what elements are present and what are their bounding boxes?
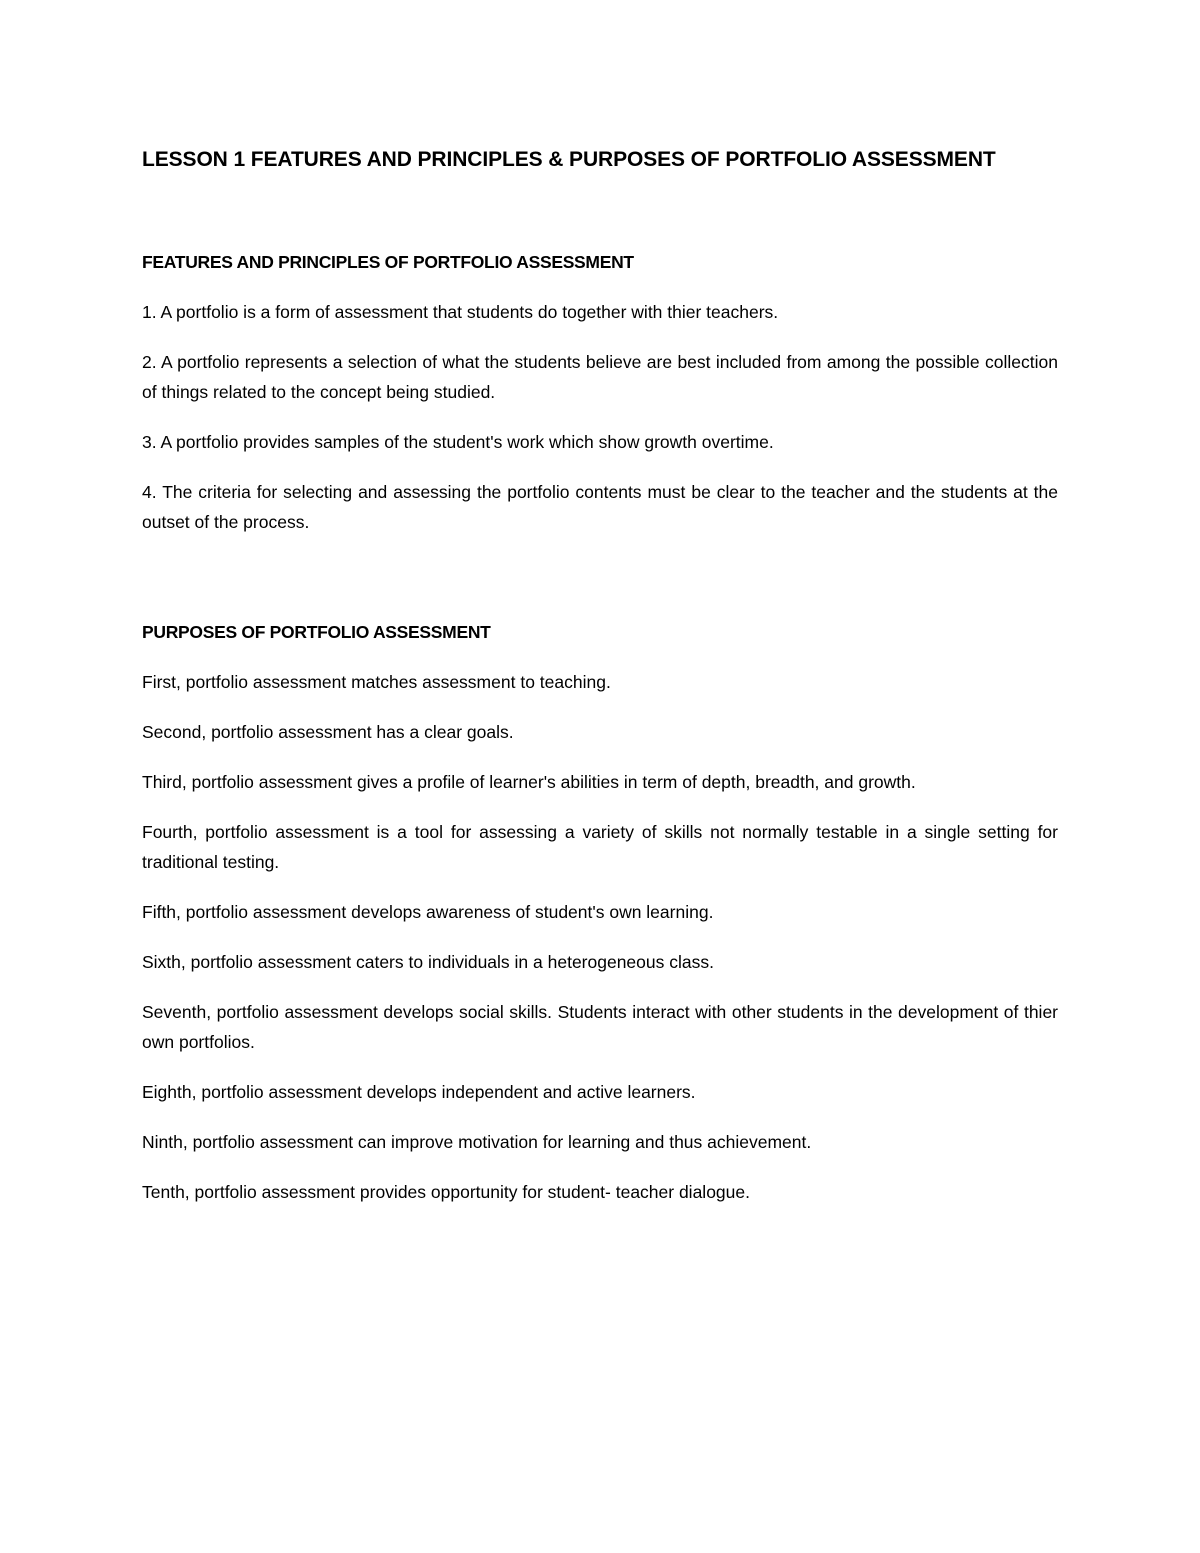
purposes-item-4: Fourth, portfolio assessment is a tool for assessing a variety of skills not normally testable in a single setting for traditional testing. [142, 822, 1058, 872]
document-title: LESSON 1 FEATURES AND PRINCIPLES & PURPOSES OF PORTFOLIO ASSESSMENT [142, 148, 996, 171]
purposes-section-heading: PURPOSES OF PORTFOLIO ASSESSMENT [142, 622, 491, 642]
purposes-item-7: Seventh, portfolio assessment develops social skills. Students interact with other students in the development of thier own portfolios. [142, 1002, 1058, 1052]
purposes-item-8: Eighth, portfolio assessment develops independent and active learners. [142, 1082, 696, 1102]
features-section-heading: FEATURES AND PRINCIPLES OF PORTFOLIO ASSESSMENT [142, 252, 634, 272]
features-item-1: 1. A portfolio is a form of assessment that students do together with thier teachers. [142, 302, 779, 322]
features-item-3: 3. A portfolio provides samples of the student's work which show growth overtime. [142, 432, 774, 452]
features-item-4: 4. The criteria for selecting and assessing the portfolio contents must be clear to the teacher and the students at the outset of the process. [142, 482, 1058, 532]
document-page [142, 143, 1058, 1207]
purposes-item-9: Ninth, portfolio assessment can improve motivation for learning and thus achievement. [142, 1132, 812, 1152]
purposes-item-2: Second, portfolio assessment has a clear goals. [142, 722, 514, 742]
purposes-item-10: Tenth, portfolio assessment provides opportunity for student- teacher dialogue. [142, 1182, 750, 1202]
purposes-item-6: Sixth, portfolio assessment caters to individuals in a heterogeneous class. [142, 952, 714, 972]
purposes-item-3: Third, portfolio assessment gives a profile of learner's abilities in term of depth, breadth, and growth. [142, 772, 916, 792]
features-item-2: 2. A portfolio represents a selection of what the students believe are best included from among the possible collection of things related to the concept being studied. [142, 352, 1058, 402]
purposes-item-5: Fifth, portfolio assessment develops awareness of student's own learning. [142, 902, 714, 922]
purposes-item-1: First, portfolio assessment matches assessment to teaching. [142, 672, 611, 692]
